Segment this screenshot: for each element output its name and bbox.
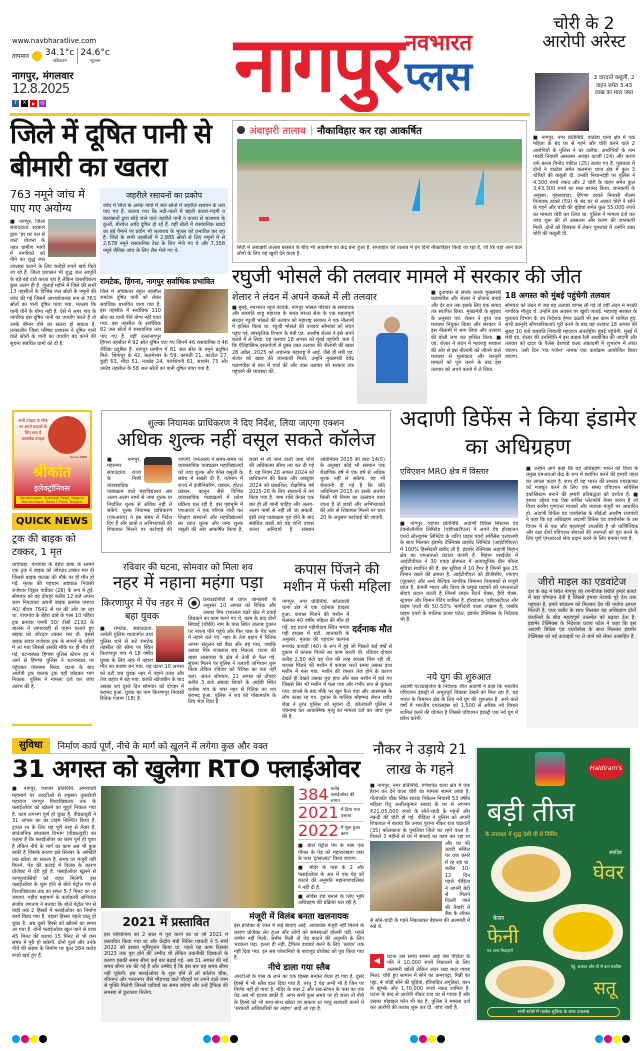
temp-min-label: न्यूनतम [89, 58, 101, 63]
theft-body: ■ नागपुर, नगर प्रतिनिधि. गणेशपेठ थाना क्षेत्र में एक हैरान कर देने वाला चोरी का मामला सामने आया है. गीतांजलि चौक स्थित सारडा निकेतन निवासी 53 वर्षीय महिला रितु अजीतकुमार सारडा के घर से लगभग ₹21,05,000 रुपये के सोने-चांदी के गहनों और नकदी की चोरी हो गई. पीड़िता ने पुलिस को अपनी शिकायत में बताया कि उनका पुराना नौकर राज चक्रवर्ती (35) कोलकाता के पुरुलिया जिले का रहने वाला है. पिछले 3 महीनों से घर में सफाई का काम कर रहा था और घर की ऊपरी मंजिल पर एक कमरे में रह रहा था. करीब 10-12 दिन पहले पीड़िता ने अपनी बेटी से मिलने दिल्ली जाने की तैयारी में बैंक के लॉकर से सोने-चांदी के गहने निकालकर बेडरूम की अलमारी में रखे थे. [370, 783, 470, 930]
sword-body: ■ मुंबई, नवभारत न्यूज नेटवर्क. नागपुर भोसले परिवार के संस्थापक और छत्रपति शाहू महाराज के समय मराठा सेना के एक महत्वपूर्ण सरदार रघुजी भोसले की तलवार को महाराष्ट्र सरकार ने एक नीलामी में हासिल किया था. रघुजी भोसले की तलवार सोमवार को लंदन पहुंच गई. सांस्कृतिक विभाग के मंत्री एड. आशीष शेलार ने इसे अपने कब्जे में ले लिया. यह तलवार 18 अगस्त को मुंबई पहुंचेगी. बता दें कि ऐतिहासिक दस्तावेजों से युक्त उक्त तलवार की नीलामी की खबर 28 अप्रैल, 2025 को अचानक महाराष्ट्र में आई. जैसे ही मंत्री एड. शेलार को खबर की जानकारी मिली, उन्होंने मुख्यमंत्री देवेंद्र फडणवीस से बात में चर्चा की और उक्त तलवार को सरकार तक पहुंचाने की व्यवस्था की. [232, 305, 354, 376]
cotton-story [282, 562, 392, 728]
adani-headline: अदाणी डिफेंस ने किया इंडामेर का अधिग्रहण [399, 407, 637, 460]
ghevar-label: घेवर [592, 860, 624, 884]
masthead [178, 18, 528, 112]
stat-label: में शुरू हुआ काम [340, 825, 360, 837]
weather [12, 48, 110, 64]
cotton-body-column [282, 599, 392, 728]
stat-label: करोड़ फ्लाईओवर की लागत [330, 786, 355, 804]
footprint-icon: ● [188, 597, 200, 609]
canal-story [100, 560, 276, 728]
temp-label: तापमान [12, 53, 29, 60]
quick-news-headline: ट्रक की बाइक को टक्कर, 1 मृत [12, 534, 76, 558]
proposed-box [101, 911, 231, 1022]
sattu-label: सतू [593, 978, 616, 999]
proposed-body: इस परियोजना को 2 साल में पूरा करने का था जो 2021 में प्रस्तावित किया गया था और केंद्रीय मंत्री नितिन गडकरी ने 5 मार्च 2022 को इसका भूमिपूजन किया था. पहले यह काम दिसंबर 2023 तक पूरा होने की उम्मीद थी लेकिन तकनीकी दिक्कतों के कारण इसकी समय सीमा कई बार बढ़ाई गई. अब 31 अगस्त की नई समय सीमा तय की गई है और उम्मीद है कि इस बार यह समय सीमा नहीं चूकेगी. इस फ्लाईओवर के शुरू होने से लॉ कॉलेज चौक, रविनगर और भरतनगर जैसे भीड़भाड़ वाले चौराहों पर लगने वाले जाम से मुक्ति मिलेगी जिससे यात्रियों का समय बचेगा और उन्हें ट्रैफिक की समस्या से छुटकारा मिलेगा. [104, 932, 228, 996]
ad-title: बड़ी तीज [487, 797, 575, 828]
sword-subheadline-2: 18 अगस्त को मुंबई पहुंचेगी तलवार [505, 291, 611, 300]
print-registration-marks [595, 1028, 631, 1047]
quick-news-body: धापेवाड़ा. पाचगांव के बेहेरा डाबा के सामने एक ट्रक ने बाइक को जोरदार टक्कर मार दी जिससे बाइक चालक की मौके पर ही मौत हो गई. मृतक की पहचान अड्याळ निवासी राजेश्वर विठ्ठल पार्डेकर (28) के रूप में हुई. सोमवार को वह दोपहर करीब 12 बजे अपना काम निपटाकर अपनी बाइक क्रमांक एमएच 40/ बीएम 7641 से घर की ओर जा रहा था. पाचगांव के बेहेरा ढाबे के पास 10 पहिया ट्रक क्रमांक एमपी 30/ टीसी 2192 के चालक ने लापरवाही से वाहन चलाते हुए बाइक को जोरदार टक्कर मार दी. इससे बाइक सवार राजेश्वर ट्रक के सामने के पहिये में आ गया जिससे उसकी मौके पर ही मौत हो गई. घटनास्थल हिंगणा पुलिस स्टेशन हद में आने से हिंगणा पुलिस ने घटनास्थल पर पहुंचकर पंचनामा किया. घटना के बाद आरोपी ट्रक चालक ट्रक वहीं छोड़कर भाग निकला. पुलिस ने मामला दर्ज कर जांच आरंभ की है. [12, 562, 94, 690]
temp-max-label: अधिकतम [52, 58, 67, 63]
minister-photo [357, 305, 427, 404]
sword-subheadline: शेलार ने लंदन में अपने कब्जे में ली तलवार [232, 292, 377, 303]
cotton-headline: कपास पिंजने की मशीन में फंसी महिला [283, 562, 391, 595]
masthead-title: नागपुर [233, 20, 401, 109]
ad-footer: सभी स्टोर्स में पार्सल सुविधा के साथ उपलब्ध [487, 1007, 620, 1017]
ad-since: Since 1988 [70, 455, 87, 459]
feni-plate [543, 904, 623, 960]
ramtek-body-column [100, 289, 228, 404]
print-registration-marks [203, 1028, 239, 1047]
flyover-kicker-bar [12, 738, 364, 754]
megaphone-icon: ◀ [370, 954, 384, 968]
quick-news-label: QUICK NEWS [12, 513, 92, 530]
flyover-photo [101, 786, 294, 908]
water-body: ■ नागपुर, जिला संवाददाता. सरकार द्वारा 'हर घर नल से जल' योजना के तहत ग्रामीण भागों में नागरिकों को पीने का शुद्ध जल उपलब्ध कराने के लिए करोड़ों रुपये खर्च किये जा रहे हैं. जिला प्रशासन भी शुद्ध जल आपूर्ति के बड़े-बड़े दावे करता रहा है लेकिन वास्तविकता कुछ अलग ही है. जुलाई महीने में जिले की सभी 13 तहसीलों के विभिन्न जल स्रोतों के नमूनों की जांच की गई जिसमें आश्चर्यजनक रूप से 763 स्रोतों का पानी दूषित पाया गया. मतलब कि पानी पीने के योग्य नहीं है. ऐसे में अगर गांव के नागरिक इस दूषित पानी का उपयोग करते हैं तो उनके बीमार होने का खतरा हो सकता है. तत्कालीन जिला परिषद प्रशासन ने दूषित पानी वाले स्रोतों के पानी का उपयोग बंद करने की सूचना संबंधित ग्रामों को दी है. [10, 219, 96, 347]
ghevar-pre: स्वादिष्ट [609, 850, 622, 856]
adani-body-4: देश के केंद्र में स्थित नागपुर की रणनीतिक स्थिति हमारे कार्यों में बड़ा योगदान देती है जिससे हमारा नेटवर्क पूरे देश तक पहुंचता है. हमारे संचालन को मिलकर देश की पर्याप्त क्षमता मिलती है. एयर फ्लीट के साथ मिलकर यह अधिग्रहण दोनों कंपनियों के बीच महत्वपूर्ण तालमेल को बढ़ावा देता है. इंडामेर टेक्निक्स के निदेशक प्रजय पटेल ने कहा कि इस अदाणी डिफेंस एंड एयरोस्पेस के साथ मिलकर इंडामेर टेक्निक्स को नई ऊंचाइयों पर ले जाने को लेकर उत्साहित हैं. [526, 589, 638, 728]
x-icon[interactable]: X [22, 100, 27, 106]
ramtek-body: जिले में अधिकतर बहुल तहसील रामटेक दूषित पानी को लेकर सर्वाधिक प्रभावित पाया गया है. इस तहसील में सर्वाधिक 110 स्रोत का पानी पीने योग्य नहीं पाया गया. इस तहसील के सर्वाधिक 82 जल स्रोतों में रासायनिक तत्व पाए गए हैं. वहीं उत्तरनागपुर हिंगना तहसील में 92 स्रोत दूषित पाए गए जिनमें 46 रासायनिक व 46 जैविक प्रदूषित हैं. नागपुर ग्रामीण में 81 जल स्रोत के नमूने प्रदूषित मिले. भिवापुर के 42, कलमेश्वर के 59, कामठी 21, काटोल 27, कुही 63, मौदा 51, नरखेड़ 24, पारशिवनी 61, सावनेर 73 और उमरेड तहसील के 58 जल स्रोतों का पानी दूषित पाया गया है. [100, 289, 228, 372]
stat-started [298, 822, 364, 840]
youtube-icon[interactable]: ▶ [31, 101, 36, 106]
adani-subheadline: एविएशन MRO क्षेत्र में विस्तार [400, 467, 489, 476]
top-right-body: ■ नागपुर, नगर प्रतिनिधि. वाठोडा थाना क्षेत्र में एक महिला के बंद घर से गहने और चोरी करने वाले 2 आरोपियों के पुलिस ने धर दबोचा. आरोपियों के नाम पारडी निवासी आसलम अजहर काजी (24) और करण उर्फ बल्ला विनोद पाटिल (25) बताए गए हैं. पूछताछ में दोनों ने वाठोडा समेत कलमना थाना क्षेत्र में कुल 3 चोरियों की कबूली दी. उनकी निशानदेही पर पुलिस ने 4,300 रुपये नकद और 2 चोरी के वाहन समेत कुल 3,43,300 रुपये का माल बरामद किया. जानकारी के अनुसार, गृहस्थवाड़ा, हिंगणा ठाकरे निवासी नीलम विनायक ठाकरे (59) के बंद घर से अज्ञात चोरों ने सोने के गहने और चांदी की चूड़ियां समेत कुल 55,000 रुपये का मामला चोरी कर लिया था. पुलिस ने मामला दर्ज कर जांच शुरू की तो आसलम और करण की जानकारी मिली. दोनों को हिरासत में लेकर पूछताछ में उन्होंने उक्त चोरी की कबूली दी. [533, 135, 635, 238]
fees-body-columns [107, 457, 385, 548]
fees-kicker: शुल्क नियामक प्राधिकरण ने दिए निर्देश, लिया जाएगा एक्शन [147, 419, 345, 429]
lake-photo-box [232, 120, 527, 263]
facebook-icon[interactable]: f [12, 100, 19, 107]
adani-body: ■ नागपुर, व्यापार प्रतिनिधि. अदाणी डिफेंस सिस्टम्स एंड टेक्नोलॉजीज लिमिटेड (एडीएसटीएल) ने अपने पेंच होराइजन एयरो सोल्यूशंस लिमिटेड के जरिए प्राइम एयरो सर्विसेस एलएलपी के साथ मिलकर इंडामेर टेक्निक्स प्राइवेट लिमिटेड (आईटीपीएल) में 100% हिस्सेदारी खरीद ली है. इंडामेर टेक्निक्स अदाणी मिहान क्षेत्र का एमआरओ प्रदाता कंपनी है. मिहान एसईजेड में आईटीपीएल ने 30 एकड़ क्षेत्रफल में अत्याधुनिक ग्रीन फील्ड सुविधा स्थापित की है. इस सुविधा में 10 हैंगर हैं जिनमें कुल 15 विमान रखने की क्षमता है. आईटीपीएल को डीजीसीए, एफएए (यूएसए) और अन्य वैश्विक नागरिक विमानन नियामकों से मंजूरी प्राप्त है. कंपनी भारत और विश्व के प्रमुख ग्राहकों को एमआरओ सेवाएं प्रदान करती है जिनमें लाइन रिटर्न चेक्स, हैवी चेक्स, स्ट्रक्चर और विमान पेंटिंग शामिल हैं. होराइजन, एडीएसटीएल और प्राइम एयरो की 50-50% भागीदारी वाला उपक्रम है, जबकि प्राइम एयरो के मालिक प्रजय पटेल, इंडामेर टेक्निक्स के निदेशक भी हैं. [400, 521, 518, 624]
sword-sidebar: ■ दूतावास से संपर्क करके मुख्यमंत्री फडणवीस और शेलार ने योजना बनाई और देर रात तक इसके लिए एक संवाद तंत्र स्थापित किया. मुख्यमंत्री के सुझाव के अनुसार एड. शेलार ने तुरंत एक मध्यस्थ नियुक्त किया और सरकार ने इस नीलामी में भाग लिया और तलवार की बोली लगा कर हासिल किया. ■ एड. शेलार ने लंदन में महाराष्ट्र सरकार की ओर से इस नीलामी को जीतने वाले मध्यस्थ से मुलाकात और कानूनी मामलों को पूरा करने के बाद इस तलवार को अपने कब्जे में ले लिया. [431, 290, 501, 373]
ad-subtitle: के उपलक्ष्य में शुद्ध देसी घी से निर्मित [485, 832, 558, 838]
divider [12, 724, 92, 726]
fees-box [101, 410, 391, 553]
theft-body-2-column [370, 954, 470, 1022]
proposed-subheadline: 2021 में प्रस्तावित [122, 915, 210, 930]
slab-body: आरटीओ के पास के लाने का एक हिस्सा बनकर तैयार हो गया है. दूसरे हिस्से में भी स्लैब डाल दिया गया है. परंतु 3 पेड़ अभी भी है जिन पर निर्णय नहीं हो पाया है. मंदिर के पास 2 और सब-स्टेशन के पास का एक पेड़ अब भी हटाया बाकी है. अगर सभी कुछ समय पर हो जाता तो नीचे के हिस्से को भी साथ-साथ खोला जा सकता था परंतु सरकारी कामों में 'सरकारी अधिकारियों का अड़ंगा' आड़े आ रहा है. [234, 974, 364, 1013]
stat-proposed [298, 804, 364, 822]
cotton-body: नागपुर, नगर प्रतिनिधि. कोतवाली थाना क्षेत्र में एक दर्दनाक हादसा हुआ. कपास पिंजने की मशीन में फंसकर 40 वर्षीय महिला की मौत हो गई. यह घटना गद्दीगोदाम स्थित भगवा गद्दी हादसा में घटी. जानकारी के अनुसार, मृतका की पहचान कल्पना रूपचंद कावड़ी (40) के रूप में हुई जो पिछले कई वर्षों से दुकान में कपास पिंजने का काम करती थी. रविवार दोपहर करीब 2.30 बजे वह रोज की तरह कपास पिंज रही थी. कपास पिंजने की मशीन में कपास भरते समय उसका हाथ मशीन में फंस गया. मशीन की रफ्तार तेज होने के कारण देखते ही देखते उसका पूरा हाथ और बाल मशीन में चले गए जिससे सिर भी मशीन में फंस गया और गंभीर रूप से कुचला गया. हादसे के बाद मौके पर खून फैल गया और आसपास के लोग स्तब्ध रह गए. दुकान के मालिक मोहम्मद रोशन रशीद शेख ने तुरंत पुलिस को सूचना दी. कोतवाली पुलिस ने पंचनामा कर आकस्मिक मृत्यु का मामला दर्ज कर जांच शुरू की है. [282, 599, 392, 721]
theft-headline: नौकर ने उड़ाये 21 लाख के गहने [373, 742, 467, 778]
brand-navbharat: नवभारत [404, 31, 472, 57]
adani-story [398, 406, 638, 728]
sailboat [475, 167, 484, 205]
feni-sub: एवं अन्य मिठाइयाँ [487, 948, 513, 953]
lake-title: नौकाविहार कर रहा आकर्षित [317, 126, 422, 137]
shrikant-ad[interactable] [12, 410, 92, 510]
adani-body-3: ■ उन्होंने आगे कहा कि यह अधिग्रहण भारत को विश्व के प्रमुख एमआरओ केंद्र के रूप में स्थापित करने की हमारी पहल का अगला कदम है. साथ ही यह भारत की सशस्त्र एयरक्राफ्ट को मजबूत करने के लिए एक समग्र एविएशन सर्विसेस इकोसिस्टम बनाने की हमारी प्रतिबद्धता को दर्शाता है. ■ हमारा उद्देश्य एक ऐसा सर्विस प्लेटफॉर्म तैयार करना है जो विश्व स्तरीय गुणवत्ता मानकों और व्यापक मंजूरी पर आधारित हो. अदाणी डिफेंस एंड एयरोस्पेस के सीईओ आशीष राजवंशी ने कहा कि यह अधिग्रहण अदाणी डिफेंस एंड एयरोस्पेस के उस विजन में से एक और महत्वपूर्ण उपलब्धि है जो वाणिज्यिक और रक्षा दोनों एविएशन सेवाओं की जरूरतों को पूरा करने के लिए पूर्ण एमआरओ सेवा प्रदान करने के लिए बनाया गया है. [526, 466, 638, 543]
haldiram-logo: Haldiram's [588, 758, 624, 780]
lake-caption: सिटी में अंबाझरी तालाब बरसात के बीच भी आकर्षण का केंद्र बना हुआ है. सप्ताहांत को तालाब में इन दिनों नौकाविहार किया जा रहा है, जो कि यहां आने वाले लोगों के लिए यह खुशी देने वाला है. [237, 245, 522, 258]
issue-date: 12.8.2025 [12, 82, 70, 97]
delay-subheadline: मंजूरी में विलंब बनता खलनायक [249, 912, 349, 923]
website-url[interactable]: www.navbharatlive.com [12, 37, 97, 45]
theft-body-2: घटना उस समय सामने आई जब पीड़िता के पति ने 10,000 रुपये निकालने के लिए अलमारी खोली लेकिन अंदर रखा माल गायब मिला. चोरी हुए सामान में सोने का कमरपट्टा, गिन्नी का पट्टा, 4 जोड़ी सोने की चूड़ियां, हीरेजड़ित अंगूठियां, कान के झुमके और 1,70,000 रुपये नकद शामिल हैं. घटना के बाद से आरोपी नौकर राज घर से गायब है और उसका मोबाइल फोन भी बंद है. पुलिस ने मामला दर्ज कर आरोपी की तलाश शुरू कर दी. जांच जारी है. [370, 954, 470, 1012]
top-right-sub: 3 वारदातें कबूलीं, 2 वाहन समेत 3.43 लाख का माल जब्त [593, 75, 635, 96]
sword-headline: रघुजी भोसले की तलवार मामले में सरकार की जीत [232, 266, 582, 288]
water-story [10, 118, 228, 404]
canal-body: ■ रामटेक, संवाददाता. अरोली पुलिस थानांतर्गत तथा पुलिस थाने से सटे रामटेक तहसील की सीमा पर स्थित किरणापुर गांव में 18 वर्षीय युवक के लिए नहर में नहाना मौत का कारण बन गया. यह घटना 10 अगस्त को घटी जब युवक नहर में नहाने उतरा और तेज बहाव में बह गया. काफी खोजबीन के बाद उसका शव दूसरे दिन सोमवार को दोपहर में बरामद हुआ. युवक का नाम किरणापुर निवासी रितिक गजाम (18) है. [100, 625, 184, 703]
print-registration-marks [12, 1028, 48, 1047]
instagram-icon[interactable]: ◎ [40, 100, 45, 106]
sattu-plate [485, 960, 565, 1004]
canal-subheadline: किरणापुर में पेंच नहर में बहा युवक [101, 597, 183, 622]
temp-max: 34.1°c [44, 48, 75, 58]
stat-number: 384 [298, 786, 329, 805]
flyover-story [12, 738, 364, 1022]
flyover-tag: सुविधा [12, 738, 50, 754]
sailboat [412, 177, 420, 211]
theft-story [370, 740, 470, 1022]
canal-body-2-column [188, 597, 276, 728]
teej-illustration [535, 752, 565, 786]
ad-brand-sub: इलेक्ट्रॉनिक्स [33, 484, 71, 493]
theft-body-column [370, 783, 470, 951]
canal-body-column [100, 626, 184, 728]
canal-kicker: रविवार की घटना, सोमवार को मिला शव [123, 563, 253, 573]
feni-pre: केसर [493, 915, 505, 922]
flyover-bullet: ■ बोले पेट्रोल पंप के पास एक पीपल के पेड़ को महाराजबाग जत्रा के पास 'ट्रांसप्लांट' किया जाएगा. [298, 843, 364, 862]
haldiram-ad[interactable] [475, 746, 632, 1022]
camera-icon [237, 126, 245, 134]
sattu-pre: गेहूं, शक्कर और घी से बना स्वादिष्ट [570, 964, 622, 969]
flyover-headline: 31 अगस्त को खुलेगा RTO फ्लाईओवर [12, 755, 360, 783]
header-divider [10, 113, 530, 116]
canal-headline: नहर में नहाना महंगा पड़ा [112, 573, 264, 593]
flyover-stats [298, 786, 364, 908]
ad-tagline: सभी त्योहार के मौके पर अपने ग्राहकों के लिए लाए हैं आकर्षक उपहार [18, 418, 48, 441]
lake-photo [237, 139, 522, 243]
sword-story [232, 266, 637, 404]
burglar-illustration [370, 841, 442, 911]
toxic-box [100, 188, 228, 274]
toxic-box-title: जहरीले रसायनों का प्रकोप [125, 191, 202, 200]
fees-headline: अधिक शुल्क नहीं वसूल सकते कॉलेज [116, 429, 376, 451]
top-right-headline: चोरी के 2 आरोपी अरेस्ट [542, 14, 626, 52]
temp-min: 24.6°c [80, 48, 110, 58]
stat-label: में दिया गया प्रस्ताव [340, 807, 360, 819]
flyover-bullet: ■ मंदिर के पास के 2 और फ्लाईओवर के अंत में एक पेड़ को काटने की अनुमति महानगरपालिका ने नहीं दी है. [298, 865, 364, 891]
graduation-cap-icon [144, 457, 172, 483]
feni-label: फेनी [487, 924, 519, 948]
rowboat [259, 217, 269, 221]
slab-subheadline: नीचे डाला गया स्लैब [268, 963, 330, 974]
water-body-column [10, 219, 96, 404]
handcuff-photo [535, 73, 589, 131]
print-registration-marks [410, 1028, 446, 1047]
toxic-box-body: जांच में जिले के अनेक गांवों में जल स्रोतों में जहरीले रसायन के तत्व पाए गए हैं. बताया गया कि नदी-नालों में बहती कचरा-गंदगी व कारखानों द्वारा छोड़े जाने वाले जहरीले पानी व कचरा से जलाशय के कुओं, बोरवेल आदि दूषित हो रहे हैं. वहीं खेतों में रासायनिक खादों का बड़े पैमाने पर प्रयोग भी जलाशय के भूजल को प्रभावित कर रहा है. जिले के सभी तहसीलों में 2,885 स्रोतों से लिए नमूनों में से 2,678 नमूने रासायनिक टेस्ट के लिए भेजे गए थे और 7,358 नमूने जैविक जांच के लिए लैब भेजे गए थे. [103, 203, 225, 254]
ghevar-plate [491, 846, 571, 902]
quick-news [12, 533, 94, 722]
cotton-tag: दर्दनाक मौत [352, 625, 392, 635]
adani-subheadline-2: नये युग की शुरुआत [426, 673, 492, 683]
flyover-body: ■ नागपुर, व्यापार प्रतिनिधि. अमरावती महामार्ग पर आरटीओ से राष्ट्रसंत तुकडोजी महाराज नागपुर विश्वविद्यालय तक के फ्लाईओवर को खोलने का मुहूर्त निकाल गया है. काम लगभग पूर्ण हो चुका है. पीडब्ल्यूडी ने 31 अगस्त का का टाइम निश्चित किया है. ट्रायल रन के लिए यह पूरी तरह से तैयार है. सार्वजनिक बांधकाम विभाग (पीडब्ल्यूडी) का कहना है कि फ्लाईओवर का काम पूर्ण हो चुका है लेकिन नीचे के मार्ग का काम अब भी कुछ बाकी है जिसके कारण इसे सितंबर के आखिरी तक खोला जा सकता है. समय पर मंजूरी नहीं मिलने, पेड़ की कटाई में विलंब के कारण प्रोजेक्ट में देरी हुई है. फ्लाईओवर खुलने से नागपुरवासियों को राहत मिलेगी. इस फ्लाईओवर के शुरू होने से बोले पेट्रोल पंप से विश्वविद्यालय तक का सफर 5-7 मिनट का रह जाएगा. गड़ीय महामार्ग के कार्यकारी अभियंता संजोय जगताप ने बताया कि बोले पेट्रोल पंप से वाड़ी तक 2 हिस्सों में फ्लाईओवर का निर्माण कार्य किया गया है. पहला हिस्सा पहले चालू हो चुका है. अब दूसरे हिस्से को खोलने का समय आ गया है. दोनों फ्लाईओवर खुल जाने से यात्रा 45 मिनट की बजाय 15 मिनट से भी कम समय में पूरी हो सकेगी. दोनों पुलों और उनके नीचे की सड़क के निर्माण पर कुल 384 करोड़ रुपये खर्च हुए हैं. [12, 786, 96, 959]
adani-subheadline-3: जीरो माइल का एडवांटेज [526, 573, 638, 589]
ramtek-subheadline: रामटेक, हिंगना, नागपुर सर्वाधिक प्रभावित [100, 277, 215, 286]
fees-body: ■ नागपुर, महानगर संवाददाता. राज्य के निजी व्यावसायिक पाठ्यक्रम वाले महाविद्यालय अब अलग-अलग नामों से जमा शुल्क या निर्धारित शुल्क से अधिक नहीं ले सकेंगे. शुल्क नियामक प्राधिकरण (एफआरए) ने इस संबंध में निर्देश दिए हैं और छात्रों व अभिभावकों की शिकायत मिलने पर कार्रवाई की जाएगी. एफआरए ने समय-समय पर व्यावसायिक पाठ्यक्रम महाविद्यालयों को उच्च शुल्क और फीस वसूली के संबंध में सख्ती दी है. वर्तमान में राज्य में इंजीनियरिंग, प्रबंधन, होटल प्रबंधन, कानून जैसे विभिन्न व्यावसायिक पाठ्यक्रमों में प्रवेश प्रक्रिया चल रही है. इस पृष्ठभूमि में एफआरए ने एक परिपत्र जारी कर शिक्षण संस्थानों और महाविद्यालयों का ध्यान शुल्क और जमा शुल्क वसूली की ओर आकर्षित किया है. छात्रों से ली जाने वाली जमा राशि की अधिकतम सीमा तय कर दी गई है. यह नियम 28 अगस्त 2024 को प्राधिकरण की बैठक और अक्टूबर 2024 को प्रकाशित. शैक्षणिक वर्ष 2025-26 के लिए संस्थानों में तय किया गया है. जमा राशि केवल एक बार ही ली जानी चाहिए और अलग-अलग नामों से नहीं ली जा सकती. इसी तरह पाठ्यक्रम पूरा होने के बाद संबंधित छात्रों को यह राशि वापस करना अनिवार्य है. संस्थान अधिनियम 2015 की धारा 14(5) के अनुसार कोई भी संस्थान एक शैक्षणिक वर्ष में एक वर्ष से अधिक शुल्क नहीं ले सकेगा. यह भी चेतावनी दी गई है कि यदि अधिनियम 2015 या उसके अंतर्गत किसी भी नियम का उल्लंघन पाया जाता है तो छात्रों और अभिभावकों की ओर से शिकायत मिलने पर धारा 20 के अनुसार कार्रवाई की जाएगी. [107, 456, 385, 534]
social-links [12, 100, 46, 107]
adani-body-2: अदाणी एंटरप्राइजेज के निदेशक जीत अदाणी ने कहा कि भारतीय एविएशन इंडस्ट्री में अभूतपूर्व विकास देखने को मिल रहा है. यह भारत के विमानन क्षेत्र के लिए नये युग की शुरुआत है. आने वाले वर्षों में भारतीय एयरलाइंस को 1,500 से अधिक नये विमान शामिल करने की योजना है जिससे एविएशन इंडस्ट्री एक नये युग में प्रवेश करेगी. [400, 684, 518, 723]
canal-body-2: प्रत्यक्षदर्शियों से प्राप्त जानकारी के अनुसार 10 अगस्त को रितिक और उसका मित्र राजलाल पंढरे खेत में दवाई छिड़कने का काम करने गए थे. काम के बाद दोनों सिंचाई (चौकी) नाम के पास स्थित तालाब दुकान पर नाश्ता पीने पहुंचे और फिर पास के पेंच नहर में नहाने चले गए. नहर के तेज बहाव में रितिक अपना संतुलन खो बैठा और बह गया, जबकि उसका मित्र राजलाल बच निकला. घटना की खबर आसपास के क्षेत्र में तेजी से फैल गई. सूचना मिलने पर पुलिस ने तलाशी अभियान शुरू किया लेकिन रविवार को रितिक का पता नहीं चला. अंततः सोमवार, 11 अगस्त को दोपहर करीब 3 बजे अंबाड़ा शिवारे के आईडी स्थित धनोबा गांव के पास नहर से रितिक का शव बरामद हुआ. पुलिस ने शव को पोस्टमार्टम के लिए भेज दिया है. [188, 596, 276, 706]
stat-cost [298, 786, 364, 804]
stat-number: 2021 [298, 803, 339, 823]
water-photo [164, 289, 228, 333]
ad-photo [48, 416, 86, 454]
zp-building-photo [48, 219, 96, 257]
city-day: नागपुर, मंगलवार [12, 71, 74, 82]
ad-brand: श्रीकांत [32, 463, 72, 481]
stat-number: 2022 [298, 821, 339, 841]
water-headline: जिले में दूषित पानी से बीमारी का खतरा [10, 119, 211, 183]
lake-header: अंबाझरी तालाब | नौकाविहार कर रहा आकर्षित [233, 121, 526, 139]
flyover-bullet: ■ सर्विस रोड बनाने के लिए भूमि अधिग्रहण की प्रक्रिया चल रही है. [298, 894, 364, 907]
brand-plus: प्लस [404, 53, 473, 100]
aircraft-hangar-photo [400, 480, 518, 518]
victim-photo [156, 626, 184, 662]
water-subheadline: 763 नमूने जांच में पाए गए अयोग्य [10, 188, 85, 215]
delay-body: इस प्रोजेक्ट के रास्ते में कई बाधाएं आईं. आवश्यक मंजूरी नहीं मिलने के कारण प्रोजेक्ट लेट हुआ और लोगों को समस्याओं होलनी पड़ी. पहले जमीन नहीं मिली, जमीन मिली तो पेड़ काटने की अनुमति के लिए भटकना पड़ा. इतना ही नहीं, ट्रैफिक डायवर्ट करने के लिए 'ब्लाक' तक नहीं दिया गया. इन सब परेशानियों के बावजूद प्रोजेक्ट को पूरा किया गया है. [234, 923, 364, 962]
thermometer-icon [32, 51, 42, 61]
lake-tag: अंबाझरी तालाब [249, 126, 306, 137]
flyover-kicker: निर्माण कार्य पूर्ण, नीचे के मार्ग को खुलने में लगेगा कुछ और वक्त [57, 742, 268, 752]
ad-address: Gandhisagar, Subhash Road, Nagpur Manishnagar, Besa T-Point, Nagpur [16, 496, 88, 504]
sword-body-2: सोमवार को लंदन में जब यह तलवार वापस ली गई तो वहीं लंदन में मराठी नागरिक मौजूद थे. उन्होंने इस अवसर पर खुशी जताई. महाराष्ट्र सरकार के पुरातत्व विभाग के उप निदेशक हेमंत दळवी भी इस काम में शामिल हुए. सभी कानूनी औपचारिकताएं पूरी करने के बाद यह तलवार 18 अगस्त की सुबह 10 बजे छत्रपति शिवाजी महाराज अंतर्राष्ट्रीय मुंबई पहुंचेगी. मुंबई में मंत्री एड. शेलार की उपस्थिति में इस बाइक रैली आयोजित की जाएगी और तलवार को दादर के पैलेस देशपांडे कला अकादमी में शुभारंभ में लाया जाएगा. उसी दिन 'गड गर्जना' नामक एक कार्यक्रम आयोजित किया जाएगा. [505, 303, 637, 361]
